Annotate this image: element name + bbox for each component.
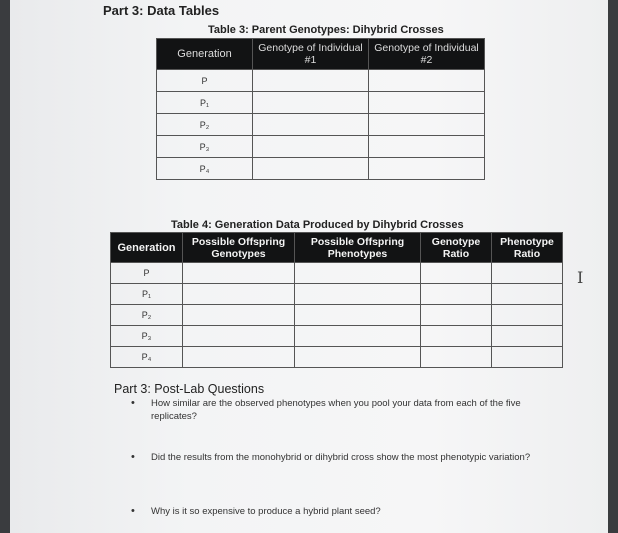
data-cell[interactable] xyxy=(421,326,492,347)
data-cell[interactable] xyxy=(421,305,492,326)
bullet-icon: • xyxy=(131,505,135,517)
table3-parent-genotypes xyxy=(156,38,485,180)
table4-title: Table 4: Generation Data Produced by Dihybrid Crosses xyxy=(171,219,464,231)
data-cell[interactable] xyxy=(492,305,563,326)
generation-cell: P₄ xyxy=(111,347,183,368)
genotype-cell[interactable] xyxy=(253,158,369,180)
generation-cell: P xyxy=(157,70,253,92)
table-row xyxy=(111,347,563,368)
data-cell[interactable] xyxy=(183,347,295,368)
question-text: Why is it so expensive to produce a hybrid plant seed? xyxy=(151,506,381,517)
data-cell[interactable] xyxy=(183,305,295,326)
genotype-cell[interactable] xyxy=(253,136,369,158)
generation-cell: P₃ xyxy=(157,136,253,158)
generation-cell: P xyxy=(111,263,183,284)
genotype-cell[interactable] xyxy=(253,92,369,114)
generation-cell: P₁ xyxy=(111,284,183,305)
table3-header-row xyxy=(157,39,485,70)
table-row xyxy=(111,263,563,284)
genotype-cell[interactable] xyxy=(369,158,485,180)
table-row xyxy=(157,158,485,180)
data-cell[interactable] xyxy=(183,326,295,347)
data-cell[interactable] xyxy=(421,263,492,284)
page-title: Part 3: Data Tables xyxy=(103,3,220,18)
table-row xyxy=(111,305,563,326)
table4-header-phenotype-ratio: Phenotype Ratio xyxy=(492,233,563,263)
generation-cell: P₂ xyxy=(157,114,253,136)
text-cursor-icon: I xyxy=(577,268,584,287)
bullet-icon: • xyxy=(131,451,135,463)
generation-cell: P₁ xyxy=(157,92,253,114)
question-text: How similar are the observed phenotypes when you pool your data from each of the five replicates? xyxy=(151,398,521,422)
genotype-cell[interactable] xyxy=(369,92,485,114)
table4-generation-data xyxy=(110,232,563,368)
data-cell[interactable] xyxy=(492,347,563,368)
genotype-cell[interactable] xyxy=(369,70,485,92)
data-cell[interactable] xyxy=(183,263,295,284)
data-cell[interactable] xyxy=(295,326,421,347)
genotype-cell[interactable] xyxy=(253,114,369,136)
data-cell[interactable] xyxy=(492,284,563,305)
data-cell[interactable] xyxy=(421,284,492,305)
data-cell[interactable] xyxy=(295,284,421,305)
table-row xyxy=(157,114,485,136)
table3-header-individual-2: Genotype of Individual #2 xyxy=(369,39,485,70)
bullet-icon: • xyxy=(131,397,135,409)
generation-cell: P₃ xyxy=(111,326,183,347)
generation-cell: P₄ xyxy=(157,158,253,180)
data-cell[interactable] xyxy=(492,326,563,347)
table3-title: Table 3: Parent Genotypes: Dihybrid Crosses xyxy=(208,24,444,36)
table4-header-generation: Generation xyxy=(111,233,183,263)
table-row xyxy=(157,70,485,92)
data-cell[interactable] xyxy=(183,284,295,305)
post-lab-heading: Part 3: Post-Lab Questions xyxy=(114,382,265,396)
document-page xyxy=(10,0,608,533)
data-cell[interactable] xyxy=(295,263,421,284)
data-cell[interactable] xyxy=(492,263,563,284)
table4-header-offspring-phenotypes: Possible Offspring Phenotypes xyxy=(295,233,421,263)
table4-header-genotype-ratio: Genotype Ratio xyxy=(421,233,492,263)
data-cell[interactable] xyxy=(295,305,421,326)
table4-header-row xyxy=(111,233,563,263)
data-cell[interactable] xyxy=(295,347,421,368)
table-row xyxy=(111,284,563,305)
generation-cell: P₂ xyxy=(111,305,183,326)
data-cell[interactable] xyxy=(421,347,492,368)
question-text: Did the results from the monohybrid or dihybrid cross show the most phenotypic variation? xyxy=(151,452,531,463)
genotype-cell[interactable] xyxy=(369,136,485,158)
table-row xyxy=(157,136,485,158)
table-row xyxy=(111,326,563,347)
genotype-cell[interactable] xyxy=(369,114,485,136)
table3-header-generation: Generation xyxy=(157,39,253,70)
table-row xyxy=(157,92,485,114)
table3-header-individual-1: Genotype of Individual #1 xyxy=(253,39,369,70)
genotype-cell[interactable] xyxy=(253,70,369,92)
table4-header-offspring-genotypes: Possible Offspring Genotypes xyxy=(183,233,295,263)
